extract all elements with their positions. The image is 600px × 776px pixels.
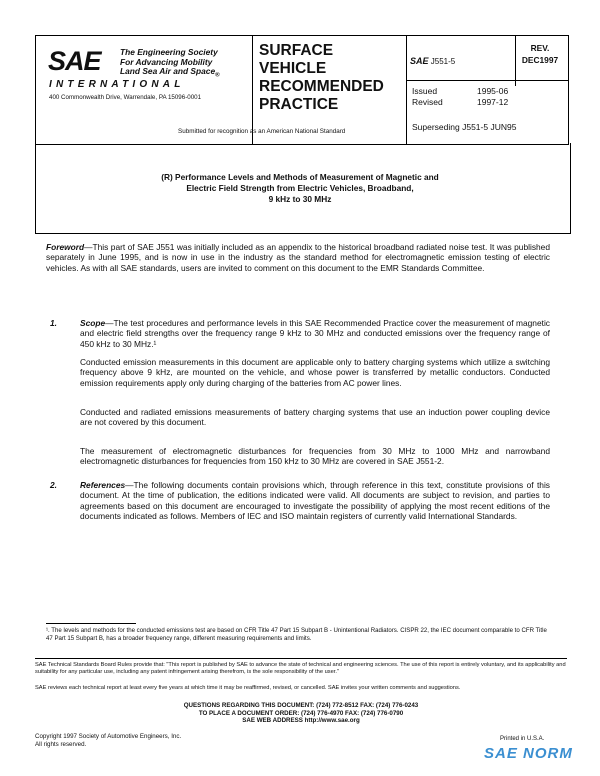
society-address: 400 Commonwealth Drive, Warrendale, PA 15096-0001 bbox=[49, 94, 202, 101]
foreword: Foreword—This part of SAE J551 was initially included as an appendix to the historical broadband radiated noise test. It was published separately in June 1995, and is now in use in the industry as the standard method for electromagnetic emission testing of electric vehicles. As with all SAE standards, users are invited to comment on this document to the EMR Standards Committee. bbox=[46, 242, 550, 273]
document-type: SURFACE VEHICLE RECOMMENDED PRACTICE bbox=[259, 42, 384, 113]
printed-in-usa: Printed in U.S.A. bbox=[500, 736, 545, 742]
section-references: 2. References—The following documents contain provisions which, through reference in this text, constitute provisions of this document. At the time of publication, the editions indicated were valid. All documents are subject to revision, and parties to agreements based on this document are encouraged to investigate the possibility of applying the most recent editions of the documents indicated as follows. Members of IEC and ISO maintain registers of currently valid International Standards. bbox=[50, 480, 550, 521]
contact-info: QUESTIONS REGARDING THIS DOCUMENT: (724) 772-8512 FAX: (724) 776-0243 TO PLACE A DOCUMENT ORDER: (724) 776-4970 FAX: (724) 776-0790 SAE WEB ADDRESS http://www.sae.org bbox=[183, 702, 419, 724]
header-rule bbox=[406, 80, 568, 81]
policy-rule bbox=[35, 658, 567, 659]
header-divider bbox=[406, 36, 407, 144]
footnote-rule bbox=[46, 623, 136, 624]
review-policy: SAE reviews each technical report at least every five years at which time it may be reaffirmed, revised, or cancelled. SAE invites your written comments and suggestions. bbox=[35, 685, 461, 691]
ansi-submission-note: Submitted for recognition as an American National Standard bbox=[178, 128, 346, 135]
section-scope: 1. Scope—The test procedures and performance levels in this SAE Recommended Practice cover the measurement of magnetic and electric field strengths over the frequency range 9 kHz to 30 MHz and conducted emissions over the frequency range of 450 kHz to 30 MHz.¹ bbox=[50, 318, 550, 349]
international-label: INTERNATIONAL bbox=[49, 79, 185, 90]
sae-norm-watermark: SAE NORM bbox=[484, 745, 573, 762]
scope-paragraph: The measurement of electromagnetic disturbances for frequencies from 30 MHz to 1000 MHz and narrowband electromagnetic disturbances for frequencies from 150 kHz to 30 MHz are covered in SAE J551-2. bbox=[80, 446, 550, 467]
scope-paragraph: Conducted and radiated emissions measurements of battery charging systems that use an induction power coupling device are not covered by this document. bbox=[80, 407, 550, 428]
document-title: (R) Performance Levels and Methods of Measurement of Magnetic and Electric Field Strength from Electric Vehicles, Broadband, 9 kHz to 30 MHz bbox=[161, 172, 439, 204]
scope-paragraph: Conducted emission measurements in this document are applicable only to battery charging systems which utilize a switching frequency above 9 kHz, are mounted on the vehicle, and whose power is transferred by metallic conductors. Conducted emission requirements apply only during charging of the batteries from AC power lines. bbox=[80, 357, 550, 388]
issue-dates: Issued 1995-06 Revised 1997-12 bbox=[412, 86, 509, 107]
society-tagline: The Engineering Society For Advancing Mobility Land Sea Air and Space$_®$ bbox=[120, 47, 220, 79]
document-number: SAE J551-5 bbox=[410, 56, 456, 66]
copyright: Copyright 1997 Society of Automotive Engineers, Inc. All rights reserved. bbox=[35, 733, 182, 748]
board-policy: SAE Technical Standards Board Rules provide that: "This report is published by SAE to advance the state of technical and engineering sciences. The use of this report is entirely voluntary, and its applicability and suitability for any particular use, including any patent infringement arising therefrom, is the sole responsibility of the user." bbox=[35, 662, 566, 675]
sae-logo: SAE bbox=[48, 46, 101, 76]
header-divider bbox=[515, 36, 516, 86]
revision-box: REV. DEC1997 bbox=[521, 43, 559, 65]
superseding-note: Superseding J551-5 JUN95 bbox=[412, 122, 517, 132]
footnote: ¹. The levels and methods for the conducted emissions test are based on CFR Title 47 Part 15 Subpart B - Unintentional Radiators. CISPR 22, the IEC document comparable to CFR Title 47 Part 15 Subpart B, has a broader frequency range, different measuring requirements and limits. bbox=[46, 627, 547, 643]
